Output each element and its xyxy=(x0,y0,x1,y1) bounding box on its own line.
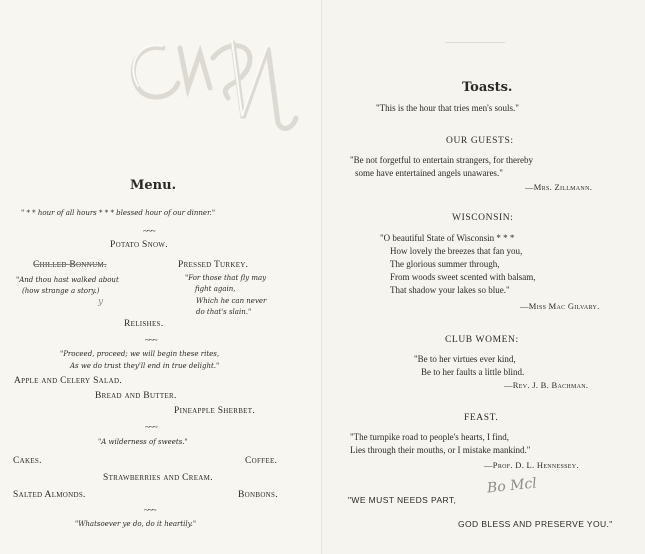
turkey-quote-line: fight again, xyxy=(195,285,236,293)
handwritten-initials: Bo Mcl xyxy=(486,475,538,497)
handwritten-mark: y xyxy=(98,297,104,307)
closing-line: GOD BLESS AND PRESERVE YOU." xyxy=(458,519,613,529)
menu-item-bread: Bread and Butter. xyxy=(95,391,177,401)
menu-title: Menu. xyxy=(130,178,177,193)
bonnum-quote-line: (how strange a story.) xyxy=(22,287,100,295)
ornament: ~~~ xyxy=(143,226,155,236)
menu-item-almonds: Salted Almonds. xyxy=(13,490,86,500)
menu-epigraph: " * * hour of all hours * * * blessed hour of our dinner." xyxy=(21,209,216,217)
club-quote-line: "Be to her virtues ever kind, xyxy=(414,354,516,364)
guests-signature: —Mrs. Zillmann. xyxy=(525,182,593,192)
menu-item-apple: Apple and Celery Salad. xyxy=(14,376,122,386)
wisconsin-quote-line: How lovely the breezes that fan you, xyxy=(390,246,523,256)
wisconsin-quote-line: "O beautiful State of Wisconsin * * * xyxy=(380,233,515,243)
whatsoever-quote: "Whatsoever ye do, do it heartily." xyxy=(75,520,197,528)
menu-item-sherbet: Pineapple Sherbet. xyxy=(174,406,255,416)
toast-heading-wisconsin: WISCONSIN: xyxy=(452,213,514,223)
toast-heading-guests: OUR GUESTS: xyxy=(446,136,514,146)
toast-heading-club-women: CLUB WOMEN: xyxy=(445,335,519,345)
proceed-quote-line: As we do trust they'll end in true delight." xyxy=(70,362,220,370)
toast-heading-feast: FEAST. xyxy=(464,413,499,423)
menu-item-bonnum: Chilled Bonnum. xyxy=(33,260,107,270)
bonnum-quote-line: "And thou hast walked about xyxy=(16,276,119,284)
menu-page xyxy=(0,0,322,554)
ornament: ~~~ xyxy=(145,422,157,432)
top-rule xyxy=(445,42,505,43)
wilderness-quote: "A wilderness of sweets." xyxy=(98,438,188,446)
toasts-title: Toasts. xyxy=(462,80,513,95)
feast-quote-line: Lies through their mouths, or I mistake mankind." xyxy=(350,445,531,455)
ornament: ~~~ xyxy=(145,335,157,345)
menu-item-turkey: Pressed Turkey. xyxy=(178,260,249,270)
toasts-epigraph: "This is the hour that tries men's souls." xyxy=(376,103,519,113)
club-signature: —Rev. J. B. Bachman. xyxy=(504,380,589,390)
menu-item-strawberries: Strawberries and Cream. xyxy=(103,473,213,483)
wisconsin-signature: —Miss Mac Gilvary. xyxy=(520,301,600,311)
proceed-quote-line: "Proceed, proceed; we will begin these rites, xyxy=(60,350,220,358)
club-quote-line: Be to her faults a little blind. xyxy=(421,367,525,377)
guests-quote-line: "Be not forgetful to entertain strangers, for thereby xyxy=(350,155,533,165)
wisconsin-quote-line: The glorious summer through, xyxy=(390,259,500,269)
menu-item-cakes: Cakes. xyxy=(13,456,42,466)
feast-signature: —Prof. D. L. Hennessey. xyxy=(484,460,579,470)
turkey-quote-line: "For those that fly may xyxy=(185,274,267,282)
turkey-quote-line: do that's slain." xyxy=(196,308,252,316)
closing-line: "WE MUST NEEDS PART, xyxy=(348,495,457,505)
turkey-quote-line: Which he can never xyxy=(196,297,267,305)
feast-quote-line: "The turnpike road to people's hearts, I find, xyxy=(350,432,509,442)
ornament: ~~~ xyxy=(144,505,156,515)
guests-quote-line: some have entertained angels unawares." xyxy=(355,168,503,178)
embossed-monogram xyxy=(118,28,308,138)
wisconsin-quote-line: That shadow your lakes so blue." xyxy=(390,285,510,295)
menu-item-relishes: Relishes. xyxy=(124,319,164,329)
toasts-page xyxy=(322,0,645,554)
menu-item-bonbons: Bonbons. xyxy=(238,490,278,500)
menu-item-potato: Potato Snow. xyxy=(110,240,168,250)
wisconsin-quote-line: From woods sweet scented with balsam, xyxy=(390,272,536,282)
menu-item-coffee: Coffee. xyxy=(245,456,278,466)
